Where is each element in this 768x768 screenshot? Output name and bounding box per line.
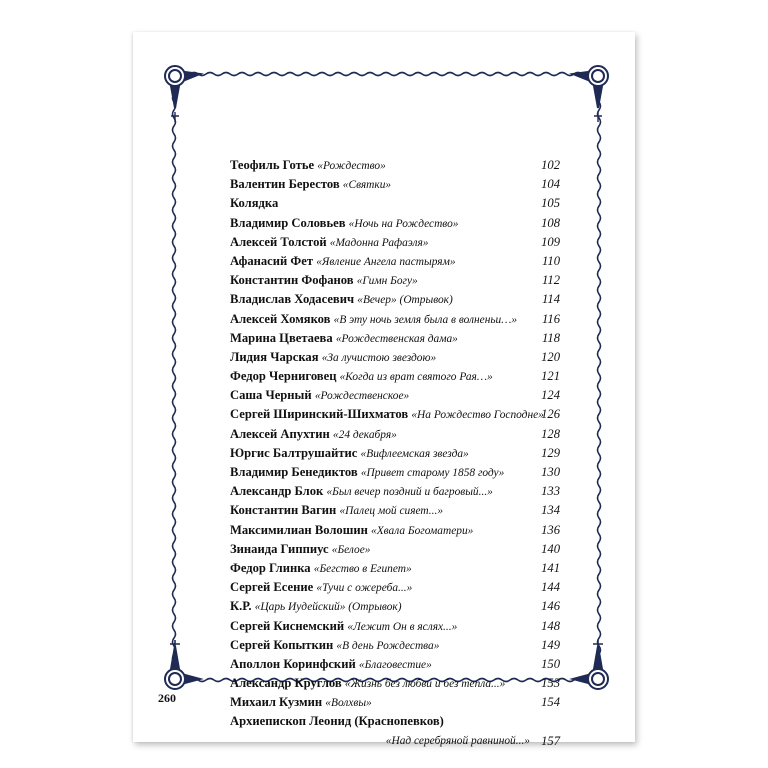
toc-entry [230,214,560,233]
toc-page-number: 116 [542,311,560,326]
toc-title: «Над серебряной равниной...» [385,734,530,747]
toc-page-number: 112 [542,273,560,288]
toc-page-number: 104 [541,177,560,192]
toc-entry [230,636,560,655]
toc-title: «Вифлеемская звезда» [360,447,469,460]
toc-author: Владислав Ходасевич [230,292,355,307]
toc-author: Константин Вагин [230,503,337,518]
toc-author: Константин Фофанов [230,273,354,288]
toc-page-number: 144 [541,580,560,595]
toc-author: Федор Черниговец [230,369,337,384]
toc-entry [230,425,560,444]
toc-page-number: 130 [541,465,560,479]
toc-title: «Рождество» [317,160,386,172]
toc-page-number: 126 [541,407,560,422]
toc-page-number: 134 [541,503,560,518]
toc-entry [230,482,560,501]
toc-page-number: 150 [541,656,560,671]
toc-author: Саша Черный [230,388,312,403]
toc-page-number: 108 [541,215,560,230]
toc-entry [230,405,560,424]
corner-ornament-top-right [573,66,608,108]
toc-title: «Гимн Богу» [356,275,418,288]
toc-page-number: 148 [541,618,560,633]
toc-author: Сергей Копыткин [230,637,334,652]
toc-entry [230,540,560,559]
toc-title: «Рождественское» [314,390,410,403]
toc-title: «В эту ночь земля была в волненьи…» [333,313,518,326]
frame-top-border [190,73,582,76]
toc-entry [230,521,560,540]
toc-author: Сергей Киснемский [230,618,345,633]
toc-author: Владимир Соловьев [230,215,346,230]
toc-author: Владимир Бенедиктов [230,465,358,479]
toc-page-number: 141 [541,560,560,575]
toc-author: Афанасий Фет [230,253,314,268]
toc-entry [230,597,560,616]
toc-author: Колядка [230,196,279,211]
toc-entry [230,348,560,367]
toc-title: «Ночь на Рождество» [348,217,459,230]
toc-entry [230,693,560,712]
toc-page-number: 109 [541,234,560,249]
toc-entry [230,156,560,175]
toc-author: Лидия Чарская [230,349,319,364]
toc-entry [230,732,560,751]
toc-title: «В день Рождества» [336,639,440,652]
toc-entry [230,386,560,405]
toc-author: Алексей Апухтин [230,426,330,441]
corner-ornament-bottom-left [165,640,200,689]
toc-title: «Волхвы» [325,697,372,710]
toc-page-number: 120 [541,349,560,364]
toc-page-number: 146 [541,599,560,614]
toc-title: «Привет старому 1858 году» [360,467,505,479]
toc-page-number: 102 [541,158,560,172]
toc-title: «Жизнь без любви и без тепла...» [344,678,506,691]
toc-title: «Царь Иудейский» (Отрывок) [254,601,402,614]
frame-right-border [598,94,601,662]
toc-author: Теофиль Готье [230,158,315,172]
toc-title: «Бегство в Египет» [313,562,412,575]
toc-author: Марина Цветаева [230,330,333,345]
toc-entry [230,463,560,482]
toc-title: «Хвала Богоматери» [371,524,474,537]
toc-author: Михаил Кузмин [230,695,323,710]
toc-author: Архиепископ Леонид (Краснопевков) [230,714,444,729]
toc-page-number: 140 [541,541,560,556]
toc-author: Юргис Балтрушайтис [230,445,358,460]
toc-title: «Мадонна Рафаэля» [329,236,429,249]
toc-author: Алексей Толстой [230,234,327,249]
toc-title: «Рождественская дама» [335,332,458,345]
toc-entry [230,444,560,463]
toc-title: «Когда из врат святого Рая…» [339,371,493,384]
toc-title: «Белое» [331,543,371,556]
frame-left-border [173,94,176,662]
toc-title: «Тучи с ожереба...» [316,582,413,595]
toc-page-number: 105 [541,196,560,211]
toc-entry [230,329,560,348]
toc-entry [230,655,560,674]
toc-author: Федор Глинка [230,560,311,575]
toc-entry [230,578,560,597]
corner-ornament-bottom-right [573,640,608,689]
toc-entry [230,194,560,213]
toc-title: «За лучистою звездою» [321,351,437,364]
toc-title: «Святки» [342,179,392,192]
toc-author: Аполлон Коринфский [230,656,356,671]
toc-entry [230,559,560,578]
toc-entry [230,617,560,636]
toc-entry [230,175,560,194]
corner-ornament-top-left [165,66,200,108]
toc-author: Сергей Есение [230,580,314,595]
toc-page-number: 153 [541,676,560,691]
toc-author: Максимилиан Волошин [230,522,368,537]
toc-entry [230,674,560,693]
toc-title: «Явление Ангела пастырям» [316,255,456,268]
cross-ornaments [171,112,602,122]
toc-page-number: 118 [542,330,560,345]
toc-title: «Лежит Он в яслях...» [347,620,458,633]
toc-entry [230,367,560,386]
toc-entry [230,233,560,252]
toc-author: Сергей Ширинский-Шихматов [230,407,409,422]
toc-entry [230,290,560,309]
toc-page-number: 121 [541,369,560,384]
toc-entry [230,271,560,290]
toc-page-number: 157 [541,733,560,748]
table-of-contents [230,156,560,751]
toc-page-number: 136 [541,522,560,537]
toc-author: Зинаида Гиппиус [230,541,329,556]
toc-page-number: 149 [541,637,560,652]
toc-title: «24 декабря» [332,428,397,441]
toc-entry [230,310,560,329]
toc-author: К.Р. [230,599,252,614]
toc-entry [230,712,560,731]
toc-author: Александр Блок [230,484,324,499]
toc-page-number: 128 [541,426,560,441]
toc-page-number: 133 [541,484,560,499]
toc-page-number: 129 [541,445,560,460]
toc-title: «Палец мой сияет...» [339,505,444,518]
toc-author: Александр Круглов [230,676,342,691]
toc-entry [230,252,560,271]
toc-title: «Благовестие» [358,658,432,671]
toc-title: «На Рождество Господне» [411,409,544,422]
toc-author: Валентин Берестов [230,177,340,192]
toc-page-number: 110 [542,253,560,268]
toc-title: «Был вечер поздний и багровый...» [326,486,493,499]
toc-page-number: 124 [541,388,560,403]
toc-page-number: 154 [541,695,560,710]
toc-title: «Вечер» (Отрывок) [357,294,453,307]
toc-page-number: 114 [542,292,560,307]
toc-entry [230,501,560,520]
page-number: 260 [158,691,176,705]
toc-author: Алексей Хомяков [230,311,331,326]
